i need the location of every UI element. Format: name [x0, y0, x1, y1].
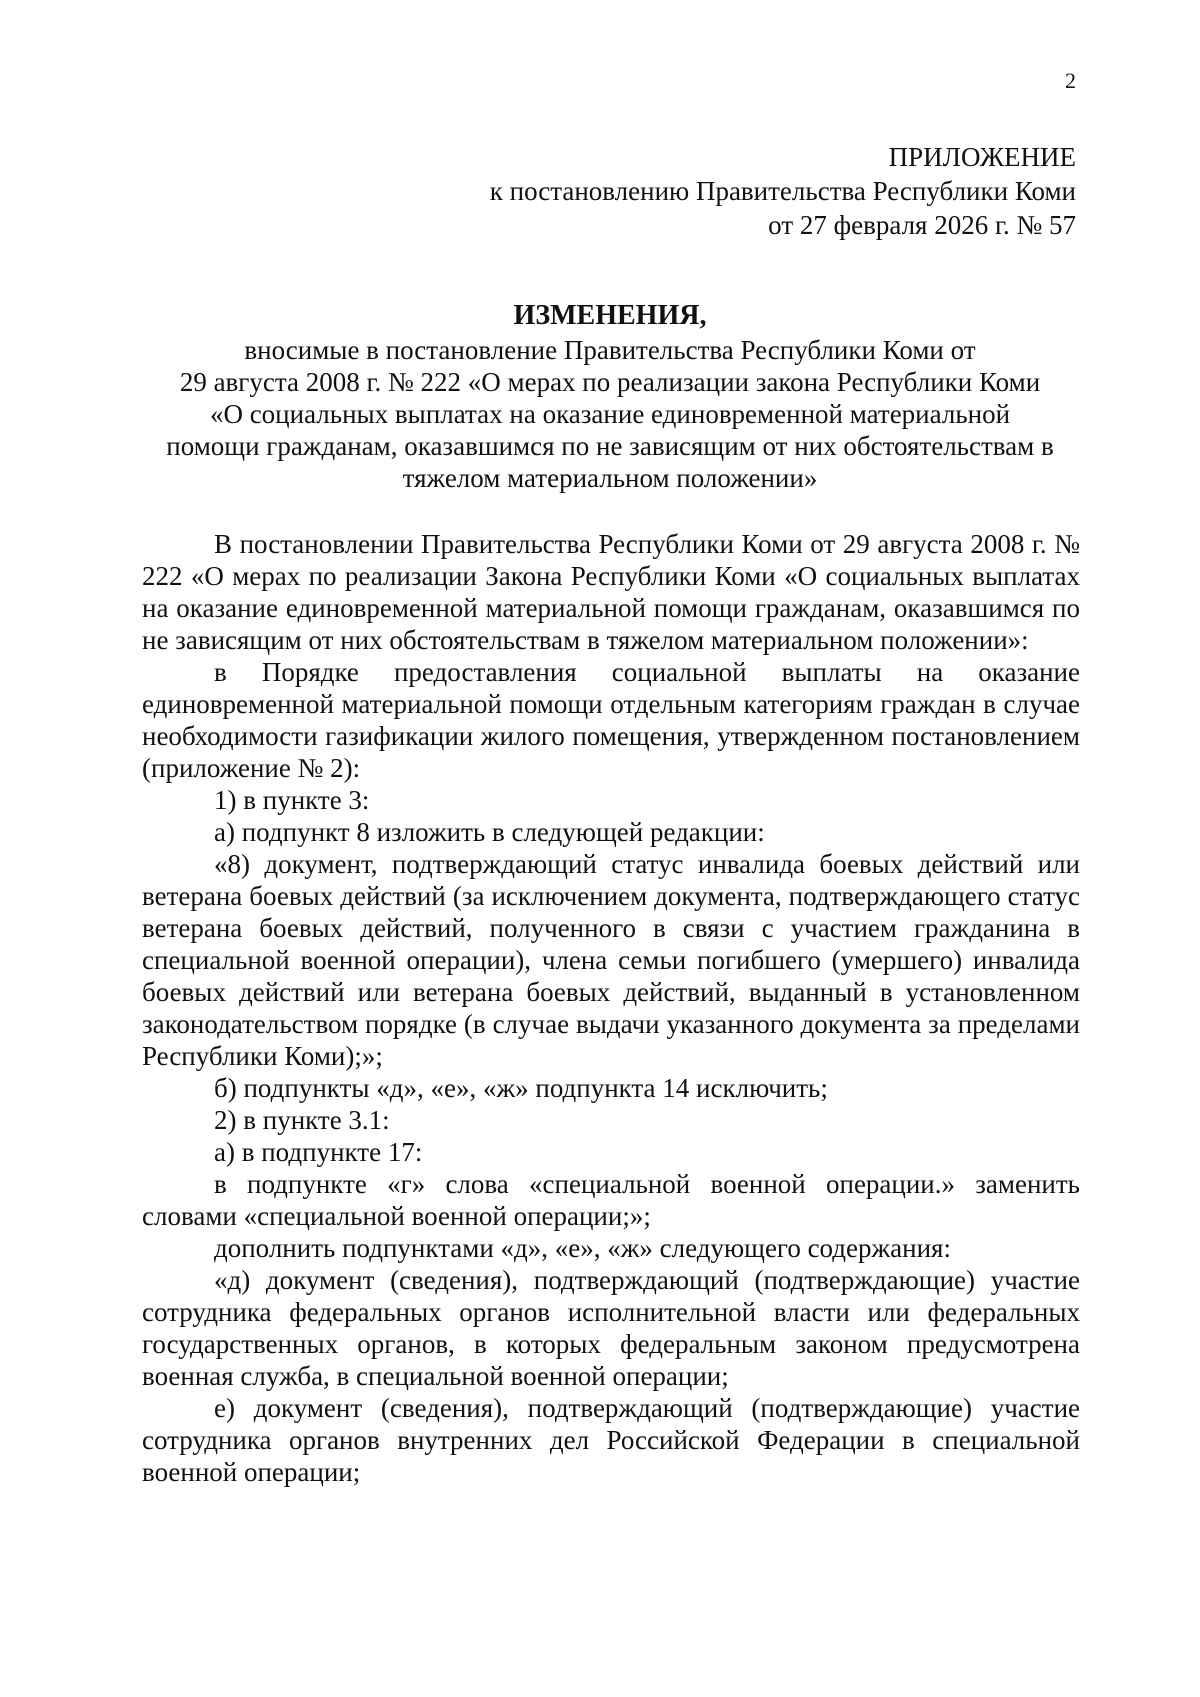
- title-line: тяжелом материальном положении»: [402, 463, 818, 493]
- body-paragraph: а) подпункт 8 изложить в следующей редакции:: [214, 817, 765, 847]
- body-paragraph: «8) документ, подтверждающий статус инвалида боевых действий или ветерана боевых действий (за исключением документа, подтверждающего статус ветерана боевых действий, полученного в связи с участием гражданина в специальной военной операции), члена семьи погибшего (умершего) инвалида боевых действий или ветерана боевых действий, выданный в установленном законодательством порядке (в случае выдачи указанного документа за пределами Республики Коми);»;: [142, 849, 1080, 1071]
- appendix-header: [490, 140, 1076, 242]
- title-line: 29 августа 2008 г. № 222 «О мерах по реализации закона Республики Коми: [179, 367, 1041, 397]
- body-paragraph: а) в подпункте 17:: [214, 1137, 423, 1167]
- body-paragraph: е) документ (сведения), подтверждающий (подтверждающие) участие сотрудника органов внутренних дел Российской Федерации в специальной военной операции;: [142, 1393, 1080, 1487]
- title-line: «О социальных выплатах на оказание единовременной материальной: [209, 399, 1011, 429]
- body-paragraph: 2) в пункте 3.1:: [214, 1105, 390, 1135]
- body-paragraph: дополнить подпунктами «д», «е», «ж» следующего содержания:: [214, 1233, 951, 1263]
- document-title-block: [140, 300, 1080, 494]
- title-line: помощи гражданам, оказавшимся по не зависящим от них обстоятельствам в: [166, 431, 1054, 461]
- page-number: 2: [1065, 68, 1076, 93]
- body-paragraph: в подпункте «г» слова «специальной военной операции.» заменить словами «специальной военной операции;»;: [142, 1169, 1080, 1231]
- appendix-date: от 27 февраля 2026 г. № 57: [768, 210, 1076, 240]
- body-paragraph: 1) в пункте 3:: [214, 785, 370, 815]
- appendix-reference: к постановлению Правительства Республики Коми: [489, 176, 1076, 206]
- appendix-label: ПРИЛОЖЕНИЕ: [888, 142, 1076, 172]
- document-body: [142, 528, 1080, 1488]
- title-line: вносимые в постановление Правительства Республики Коми от: [244, 335, 976, 365]
- document-title: ИЗМЕНЕНИЯ,: [513, 300, 707, 331]
- body-paragraph: в Порядке предоставления социальной выплаты на оказание единовременной материальной помощи отдельным категориям граждан в случае необходимости газификации жилого помещения, утвержденном постановлением (приложение № 2):: [142, 657, 1080, 783]
- body-paragraph: б) подпункты «д», «е», «ж» подпункта 14 исключить;: [214, 1073, 828, 1103]
- body-paragraph: «д) документ (сведения), подтверждающий (подтверждающие) участие сотрудника федеральных органов исполнительной власти или федеральных государственных органов, в которых федеральным законом предусмотрена военная служба, в специальной военной операции;: [142, 1265, 1080, 1391]
- body-paragraph: В постановлении Правительства Республики Коми от 29 августа 2008 г. № 222 «О мерах по реализации Закона Республики Коми «О социальных выплатах на оказание единовременной материальной помощи гражданам, оказавшимся по не зависящим от них обстоятельствам в тяжелом материальном положении»:: [142, 529, 1080, 655]
